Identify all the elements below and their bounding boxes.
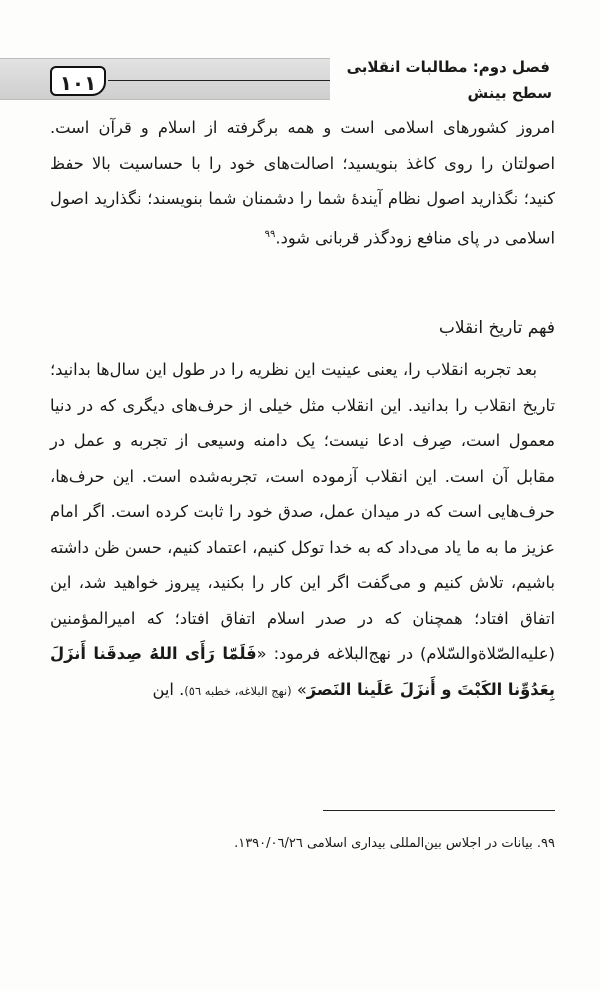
- paragraph-1: [50, 110, 555, 255]
- footnote-reference: ٩٩: [264, 228, 276, 240]
- paragraph-2-end: . این: [152, 679, 185, 699]
- footnote-rule: [323, 810, 555, 811]
- chapter-title: فصل دوم: مطالبات انقلابی: [346, 58, 550, 76]
- quote-citation: (نهج البلاغه، خطبه ٥٦): [184, 683, 292, 698]
- paragraph-2-text: بعد تجربه انقلاب را، یعنی عینیت این نظریه را در طول این سال‌ها بدانید؛ تاریخ انقلاب را بدانید. این انقلاب مثل خیلی از حرف‌های دیگری که در دنیا معمول است، صِرف ادعا نیست؛ یک دامنه وسیعی از تجربه و عمل در مقابل آن است. این انقلاب آزموده است، تجربه‌شده است. این حرف‌ها، حرف‌هایی است که در میدان عمل، صدق خود را ثابت کرده است. اگر امام عزیز ما به ما یاد می‌داد که به خدا توکل کنیم، اعتماد کنیم، حسن ظن داشته باشیم، تلاش کنیم و می‌گفت اگر این کار را بکنید، پیروز خواهید شد، این اتفاق افتاد؛ همچنان که در صدر اسلام اتفاق افتاد؛ که امیرالمؤمنین (علیه‌الصّلاة‌والسّلام) در نهج‌البلاغه فرمود: «: [50, 360, 556, 663]
- quote-close: »: [296, 679, 307, 699]
- footnote: ٩٩. بیانات در اجلاس بین‌المللی بیداری اسلامی ١٣٩٠/٠٦/٢٦.: [234, 836, 555, 851]
- section-title: سطح بینش: [467, 84, 552, 102]
- paragraph-1-text: امروز کشورهای اسلامی است و همه برگرفته از اسلام و قرآن است. اصولتان را روی کاغذ بنویسید؛ اصالت‌های خود را با حساسیت بالا حفظ کنید؛ نگذارید اصول نظام آیندهٔ شما را دشمنان شما بنویسند؛ نگذارید اصول اسلامی در پای منافع زودگذر قربانی شود.: [50, 118, 555, 247]
- section-heading: فهم تاریخ انقلاب: [438, 318, 555, 338]
- header-rule: [108, 80, 330, 81]
- page-number: ١٠١: [50, 66, 106, 96]
- nahj-quote: فَلَمّا رَأَى اللهُ صِدقَنا أَنزَلَ بِعَدُوِّنا الكَبْتَ و أَنزَلَ عَلَینا النَصرَ: [50, 644, 555, 699]
- paragraph-2: [50, 352, 555, 709]
